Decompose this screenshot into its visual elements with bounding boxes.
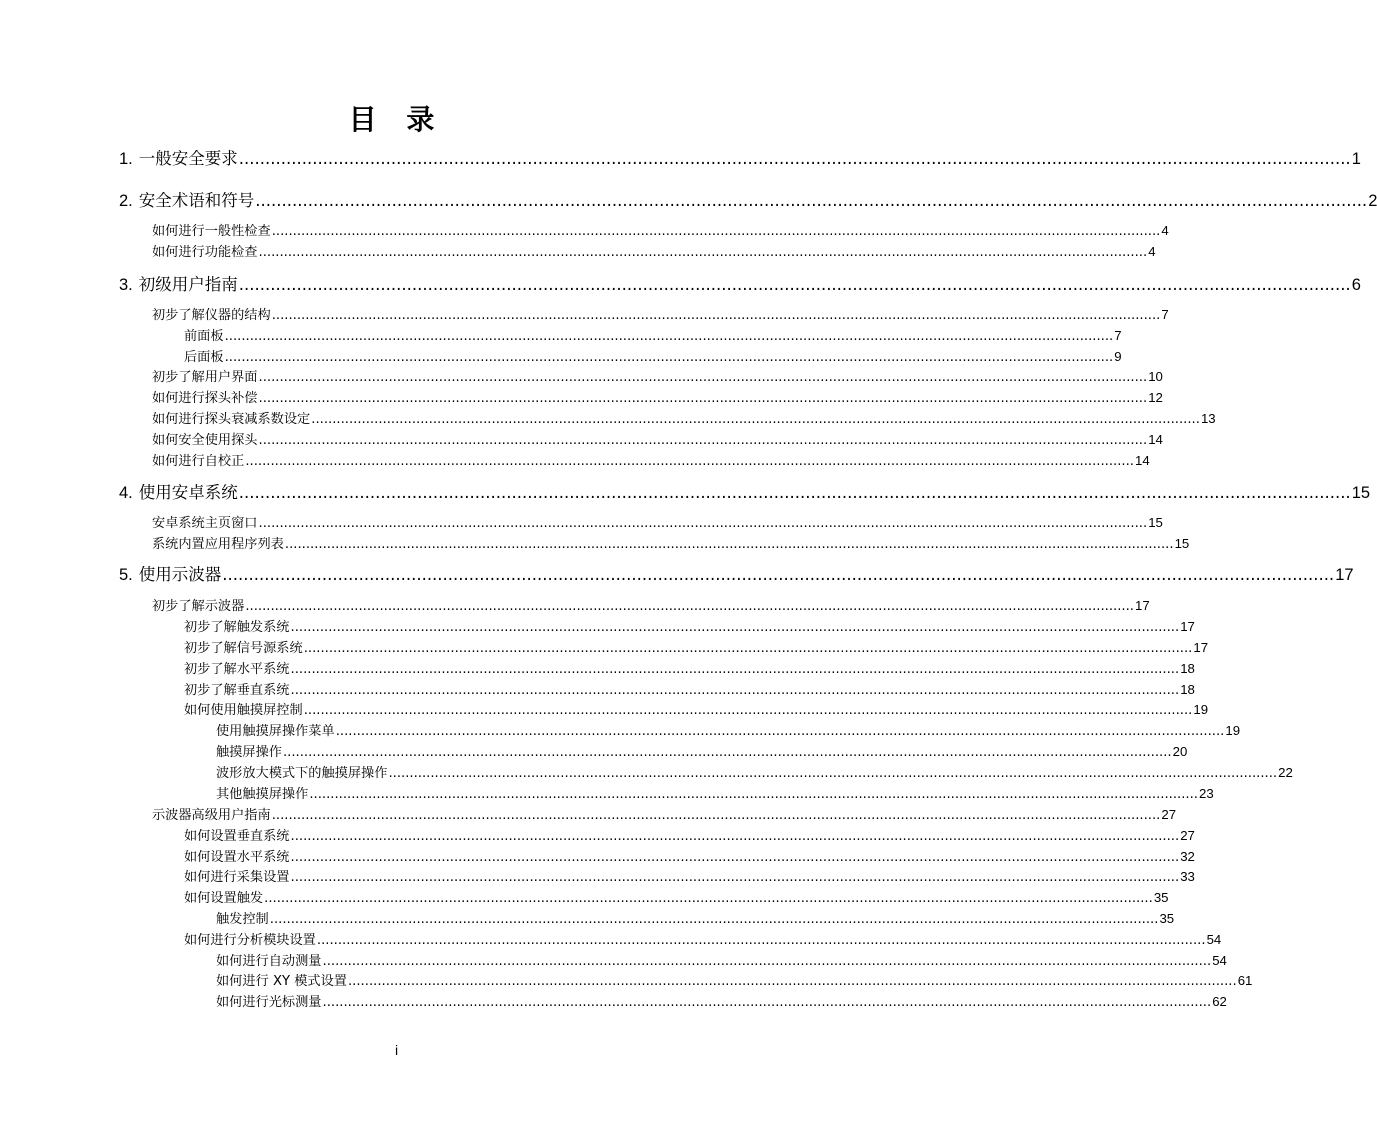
toc-section-entry[interactable] (184, 888, 1169, 908)
toc-page-number: 18 (1180, 682, 1195, 697)
toc-page-number: 6 (1351, 276, 1361, 294)
toc-leader-dots: .................................................................................................................................................................................................................... (311, 412, 1200, 427)
toc-leader-dots: .................................................................................................................................................................................................................... (271, 308, 1161, 323)
toc-section-entry[interactable] (216, 742, 1188, 762)
toc-section-entry[interactable] (152, 305, 1169, 325)
toc-entry-title (216, 764, 387, 784)
toc-leader-dots: .................................................................................................................................................................................................................... (322, 954, 1212, 969)
page-title: 目 录 (348, 103, 445, 136)
toc-entry-label: 其他触摸屏操作 (216, 787, 309, 802)
toc-entry-label: 如何进行探头衰减系数设定 (152, 412, 311, 427)
toc-page-number: 61 (1237, 973, 1253, 988)
toc-entry-title (152, 389, 258, 409)
toc-section-entry[interactable] (152, 388, 1163, 408)
toc-entry-title (152, 306, 271, 326)
toc-section-entry[interactable] (184, 930, 1222, 950)
toc-section-entry[interactable] (216, 909, 1175, 929)
toc-section-entry[interactable] (184, 638, 1209, 658)
toc-page-number: 27 (1161, 807, 1177, 822)
toc-page-number: 20 (1172, 744, 1188, 759)
toc-section-entry[interactable] (184, 680, 1195, 700)
toc-section-entry[interactable] (152, 596, 1150, 616)
toc-section-entry[interactable] (152, 430, 1163, 450)
toc-page-number: 7 (1114, 328, 1122, 343)
toc-leader-dots: .................................................................................................................................................................................................................... (322, 995, 1212, 1010)
toc-page-number: 33 (1180, 869, 1195, 884)
toc-leader-dots: .................................................................................................................................................................................................................... (290, 662, 1180, 677)
toc-entry-title (184, 681, 290, 701)
toc-entry-label: 如何使用触摸屏控制 (184, 703, 303, 718)
toc-leader-dots: .................................................................................................................................................................................................................... (388, 766, 1278, 781)
toc-entry-title (119, 481, 238, 505)
toc-entry-title (152, 222, 271, 242)
toc-page-number: 14 (1148, 432, 1163, 447)
toc-leader-dots: .................................................................................................................................................................................................................... (224, 329, 1114, 344)
toc-section-entry[interactable] (184, 347, 1122, 367)
toc-entry-label: 安卓系统主页窗口 (152, 516, 258, 531)
toc-section-entry[interactable] (184, 847, 1195, 867)
toc-page-number: 32 (1180, 849, 1195, 864)
toc-entry-title (152, 410, 310, 430)
toc-entry-label: 如何安全使用探头 (152, 433, 258, 448)
toc-leader-dots: .................................................................................................................................................................................................................... (316, 933, 1206, 948)
toc-entry-label: 如何设置水平系统 (184, 850, 290, 865)
toc-leader-dots: .................................................................................................................................................................................................................... (290, 683, 1180, 698)
toc-leader-dots: .................................................................................................................................................................................................................... (255, 191, 1368, 210)
toc-section-entry[interactable] (152, 805, 1177, 825)
toc-page-number: 15 (1351, 484, 1371, 502)
toc-section-entry[interactable] (184, 326, 1122, 346)
toc-entry-label: 初步了解仪器的结构 (152, 308, 271, 323)
toc-page-number: 15 (1174, 536, 1190, 551)
toc-page-number: 7 (1161, 307, 1169, 322)
toc-entry-label: 使用安卓系统 (138, 483, 238, 502)
toc-leader-dots: .................................................................................................................................................................................................................... (258, 391, 1148, 406)
toc-section-entry[interactable] (216, 971, 1253, 991)
toc-section-entry[interactable] (152, 221, 1169, 241)
toc-section-entry[interactable] (152, 513, 1163, 533)
toc-entry-title (152, 806, 271, 826)
toc-leader-dots: .................................................................................................................................................................................................................... (245, 454, 1135, 469)
toc-chapter-number: 4. (119, 484, 133, 502)
toc-page-number: 18 (1180, 661, 1195, 676)
toc-chapter-number: 1. (119, 150, 133, 168)
toc-entry-title (152, 597, 244, 617)
toc-page-number: 4 (1161, 223, 1169, 238)
toc-section-entry[interactable] (216, 992, 1227, 1012)
toc-entry-title (216, 743, 282, 763)
toc-entry-label: 如何进行采集设置 (184, 870, 290, 885)
toc-chapter-number: 5. (119, 566, 133, 584)
toc-page-number: 62 (1212, 994, 1227, 1009)
toc-leader-dots: .................................................................................................................................................................................................................... (258, 370, 1148, 385)
toc-entry-label: 如何进行功能检查 (152, 245, 258, 260)
toc-entry-title (184, 848, 290, 868)
toc-leader-dots: .................................................................................................................................................................................................................... (309, 787, 1199, 802)
toc-entry-title (119, 273, 238, 297)
toc-section-entry[interactable] (184, 867, 1195, 887)
toc-leader-dots: .................................................................................................................................................................................................................... (303, 703, 1193, 718)
toc-entry-label: 初步了解示波器 (152, 599, 245, 614)
toc-section-entry[interactable] (216, 721, 1241, 741)
toc-page-number: 27 (1180, 828, 1195, 843)
toc-entry-label: 触摸屏操作 (216, 745, 282, 760)
toc-entry-label: 初步了解垂直系统 (184, 683, 290, 698)
toc-entry-label: 使用示波器 (138, 565, 222, 584)
toc-entry-title (184, 618, 290, 638)
toc-leader-dots: .................................................................................................................................................................................................................... (271, 808, 1161, 823)
toc-page-number: 2 (1368, 192, 1377, 210)
toc-page-number: 13 (1200, 411, 1216, 426)
toc-chapter-number: 3. (119, 276, 133, 294)
toc-entry-title (184, 931, 316, 951)
toc-entry-title (184, 327, 224, 347)
toc-entry-title (216, 952, 322, 972)
toc-entry-label: 如何设置触发 (184, 891, 264, 906)
toc-entry-label: 初级用户指南 (138, 275, 238, 294)
toc-page-number: 4 (1148, 244, 1156, 259)
toc-chapter-number: 2. (119, 192, 133, 210)
toc-leader-dots: .................................................................................................................................................................................................................... (245, 599, 1135, 614)
toc-entry-label: 如何进行分析模块设置 (184, 933, 316, 948)
toc-entry-title (216, 722, 335, 742)
toc-entry-title (184, 660, 290, 680)
toc-section-entry[interactable] (152, 367, 1163, 387)
toc-entry-title (119, 147, 238, 171)
toc-chapter-entry[interactable] (119, 481, 1371, 505)
toc-entry-title (216, 993, 322, 1013)
toc-page-number: 15 (1148, 515, 1163, 530)
toc-entry-label: 如何设置垂直系统 (184, 829, 290, 844)
toc-leader-dots: .................................................................................................................................................................................................................... (264, 891, 1153, 906)
toc-entry-title (184, 348, 224, 368)
toc-leader-dots: .................................................................................................................................................................................................................... (238, 275, 1351, 294)
toc-page-number: 17 (1135, 598, 1150, 613)
toc-page-number: 17 (1335, 566, 1354, 584)
toc-entry-title (216, 910, 269, 930)
toc-page-number: 22 (1278, 765, 1293, 780)
toc-entry-title (152, 514, 258, 534)
toc-entry-label: 后面板 (184, 350, 224, 365)
toc-leader-dots: .................................................................................................................................................................................................................... (290, 870, 1180, 885)
toc-leader-dots: .................................................................................................................................................................................................................... (258, 245, 1148, 260)
page-number-footer: i (394, 1042, 399, 1058)
toc-leader-dots: .................................................................................................................................................................................................................... (258, 433, 1148, 448)
toc-leader-dots: .................................................................................................................................................................................................................... (224, 350, 1114, 365)
toc-entry-title (152, 535, 284, 555)
toc-leader-dots: .................................................................................................................................................................................................................... (238, 149, 1351, 168)
toc-chapter-entry[interactable] (119, 147, 1361, 171)
toc-leader-dots: .................................................................................................................................................................................................................... (269, 912, 1159, 927)
toc-entry-title (152, 243, 258, 263)
toc-entry-title (216, 972, 347, 992)
toc-page-number: 23 (1199, 786, 1214, 801)
toc-section-entry[interactable] (184, 659, 1195, 679)
toc-entry-label: 初步了解触发系统 (184, 620, 290, 635)
toc-entry-label: 如何进行一般性检查 (152, 224, 271, 239)
toc-leader-dots: .................................................................................................................................................................................................................... (335, 724, 1225, 739)
toc-entry-label: 安全术语和符号 (138, 191, 255, 210)
toc-entry-title (152, 431, 258, 451)
toc-leader-dots: .................................................................................................................................................................................................................... (238, 483, 1351, 502)
toc-entry-title (184, 827, 290, 847)
toc-page-number: 35 (1159, 911, 1175, 926)
toc-page-number: 1 (1351, 150, 1361, 168)
toc-leader-dots: .................................................................................................................................................................................................................... (290, 620, 1180, 635)
toc-leader-dots: .................................................................................................................................................................................................................... (271, 224, 1161, 239)
toc-leader-dots: .................................................................................................................................................................................................................... (290, 850, 1180, 865)
toc-section-entry[interactable] (152, 409, 1216, 429)
toc-page-number: 17 (1193, 640, 1209, 655)
toc-entry-label: 一般安全要求 (138, 149, 238, 168)
toc-leader-dots: .................................................................................................................................................................................................................... (282, 745, 1172, 760)
toc-entry-title (184, 639, 303, 659)
toc-section-entry[interactable] (184, 700, 1209, 720)
toc-page-number: 14 (1135, 453, 1150, 468)
toc-page-number: 10 (1148, 369, 1163, 384)
toc-leader-dots: .................................................................................................................................................................................................................... (284, 537, 1174, 552)
toc-page-number: 54 (1212, 953, 1227, 968)
toc-page-number: 19 (1225, 723, 1241, 738)
toc-entry-title (152, 452, 244, 472)
toc-section-entry[interactable] (216, 951, 1227, 971)
toc-chapter-entry[interactable] (119, 563, 1354, 587)
toc-entry-title (152, 368, 258, 388)
toc-page-number: 9 (1114, 349, 1122, 364)
toc-entry-label: 如何进行 XY 模式设置 (216, 974, 347, 989)
toc-leader-dots: .................................................................................................................................................................................................................... (347, 974, 1237, 989)
toc-entry-label: 使用触摸屏操作菜单 (216, 724, 335, 739)
toc-section-entry[interactable] (216, 784, 1214, 804)
toc-entry-label: 初步了解用户界面 (152, 370, 258, 385)
toc-entry-label: 示波器高级用户指南 (152, 808, 271, 823)
toc-entry-label: 初步了解信号源系统 (184, 641, 303, 656)
toc-section-entry[interactable] (184, 826, 1195, 846)
toc-leader-dots: .................................................................................................................................................................................................................... (222, 565, 1335, 584)
toc-entry-label: 如何进行探头补偿 (152, 391, 258, 406)
toc-entry-label: 波形放大模式下的触摸屏操作 (216, 766, 388, 781)
toc-section-entry[interactable] (184, 617, 1195, 637)
toc-section-entry[interactable] (216, 763, 1293, 783)
toc-entry-title (184, 868, 290, 888)
toc-entry-label: 初步了解水平系统 (184, 662, 290, 677)
toc-section-entry[interactable] (152, 534, 1190, 554)
toc-leader-dots: .................................................................................................................................................................................................................... (290, 829, 1180, 844)
toc-entry-title (216, 785, 308, 805)
toc-page-number: 35 (1153, 890, 1169, 905)
toc-entry-title (119, 563, 221, 587)
toc-chapter-entry[interactable] (119, 273, 1361, 297)
toc-entry-label: 如何进行自动测量 (216, 954, 322, 969)
toc-entry-label: 如何进行光标测量 (216, 995, 322, 1010)
toc-page-number: 12 (1148, 390, 1163, 405)
toc-entry-label: 如何进行自校正 (152, 454, 245, 469)
toc-leader-dots: .................................................................................................................................................................................................................... (258, 516, 1148, 531)
toc-section-entry[interactable] (152, 451, 1150, 471)
toc-leader-dots: .................................................................................................................................................................................................................... (303, 641, 1193, 656)
toc-entry-title (184, 889, 263, 909)
toc-page-number: 54 (1206, 932, 1222, 947)
toc-chapter-entry[interactable] (119, 189, 1377, 213)
toc-section-entry[interactable] (152, 242, 1156, 262)
toc-page-number: 17 (1180, 619, 1195, 634)
toc-page-number: 19 (1193, 702, 1209, 717)
toc-entry-label: 触发控制 (216, 912, 269, 927)
toc-entry-label: 前面板 (184, 329, 224, 344)
toc-entry-title (184, 701, 303, 721)
toc-entry-label: 系统内置应用程序列表 (152, 537, 284, 552)
toc-entry-title (119, 189, 254, 213)
